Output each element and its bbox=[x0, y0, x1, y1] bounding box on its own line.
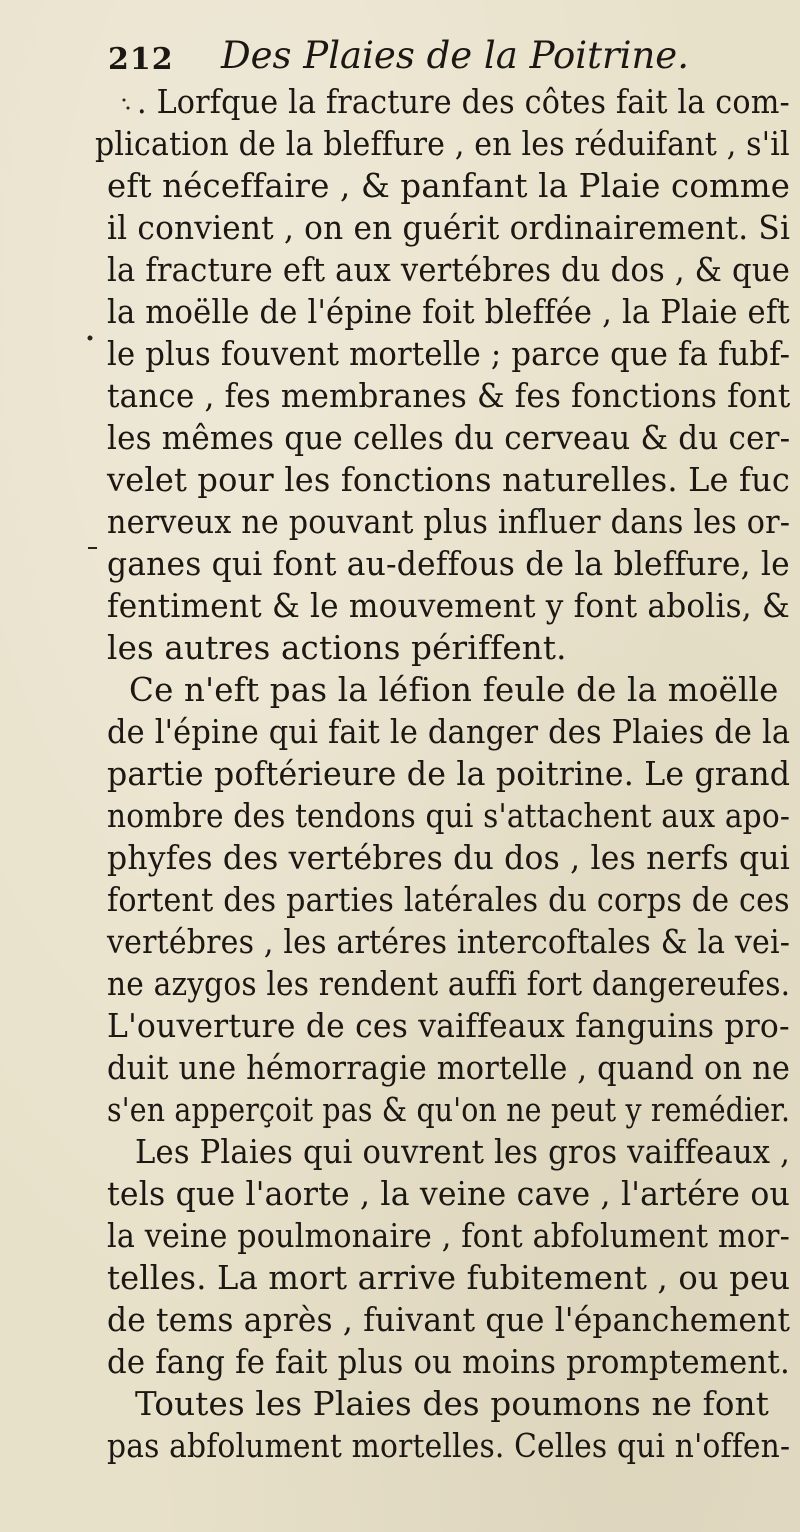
text-line: eft néceffaire , & panfant la Plaie comme bbox=[107, 167, 791, 205]
text-line: plication de la bleffure , en les réduifant , s'il bbox=[95, 125, 790, 163]
text-line: il convient , on en guérit ordinairement. Si bbox=[107, 209, 791, 247]
text-line: de l'épine qui fait le danger des Plaies de la bbox=[107, 713, 791, 751]
text-line: partie poftérieure de la poitrine. Le grand bbox=[107, 755, 791, 793]
text-line: vertébres , les artéres intercoftales & la vei- bbox=[107, 923, 791, 961]
text-line: tance , fes membranes & fes fonctions font bbox=[107, 377, 791, 415]
text-line: Les Plaies qui ouvrent les gros vaiffeaux , bbox=[135, 1133, 791, 1171]
text-line: le plus fouvent mortelle ; parce que fa fubf- bbox=[107, 335, 791, 373]
text-line: phyfes des vertébres du dos , les nerfs qui bbox=[107, 839, 791, 877]
text-line: de fang fe fait plus ou moins promptement. bbox=[107, 1343, 790, 1381]
text-line: velet pour les fonctions naturelles. Le fuc bbox=[107, 461, 791, 499]
text-line: ganes qui font au-deffous de la bleffure, le bbox=[107, 545, 790, 583]
page-number: 212 bbox=[108, 42, 174, 77]
running-title: Des Plaies de la Poitrine. bbox=[221, 34, 689, 77]
margin-dot bbox=[127, 107, 130, 110]
text-line: nerveux ne pouvant plus influer dans les or- bbox=[107, 503, 791, 541]
text-line: fentiment & le mouvement y font abolis, & bbox=[107, 587, 790, 625]
text-line: de tems après , fuivant que l'épanchement bbox=[107, 1301, 791, 1339]
text-line: les autres actions périffent. bbox=[107, 629, 567, 667]
margin-dot bbox=[88, 336, 93, 341]
text-line: fortent des parties latérales du corps de ces bbox=[107, 881, 790, 919]
text-line: duit une hémorragie mortelle , quand on ne bbox=[107, 1049, 791, 1087]
text-line: la moëlle de l'épine foit bleffée , la Plaie eft bbox=[107, 293, 790, 331]
text-line: Toutes les Plaies des poumons ne font bbox=[135, 1385, 770, 1423]
text-line: tels que l'aorte , la veine cave , l'artére ou bbox=[107, 1175, 791, 1213]
text-line: les mêmes que celles du cerveau & du cer- bbox=[107, 419, 791, 457]
text-line: nombre des tendons qui s'attachent aux apo- bbox=[107, 797, 791, 835]
text-line: L'ouverture de ces vaiffeaux fanguins pro- bbox=[107, 1007, 790, 1045]
text-line: pas abfolument mortelles. Celles qui n'offen- bbox=[107, 1427, 791, 1465]
text-line: s'en apperçoit pas & qu'on ne peut y remédier. bbox=[107, 1091, 791, 1129]
margin-dot bbox=[123, 99, 126, 102]
text-line: telles. La mort arrive fubitement , ou peu bbox=[107, 1259, 791, 1297]
text-line: . Lorfque la fracture des côtes fait la com- bbox=[137, 83, 790, 121]
text-line: la veine poulmonaire , font abfolument mor- bbox=[107, 1217, 791, 1255]
text-line: Ce n'eft pas la léfion feule de la moëlle bbox=[129, 671, 779, 709]
text-line: ne azygos les rendent auffi fort dangereufes. bbox=[107, 965, 791, 1003]
text-line: la fracture eft aux vertébres du dos , & que bbox=[107, 251, 791, 289]
